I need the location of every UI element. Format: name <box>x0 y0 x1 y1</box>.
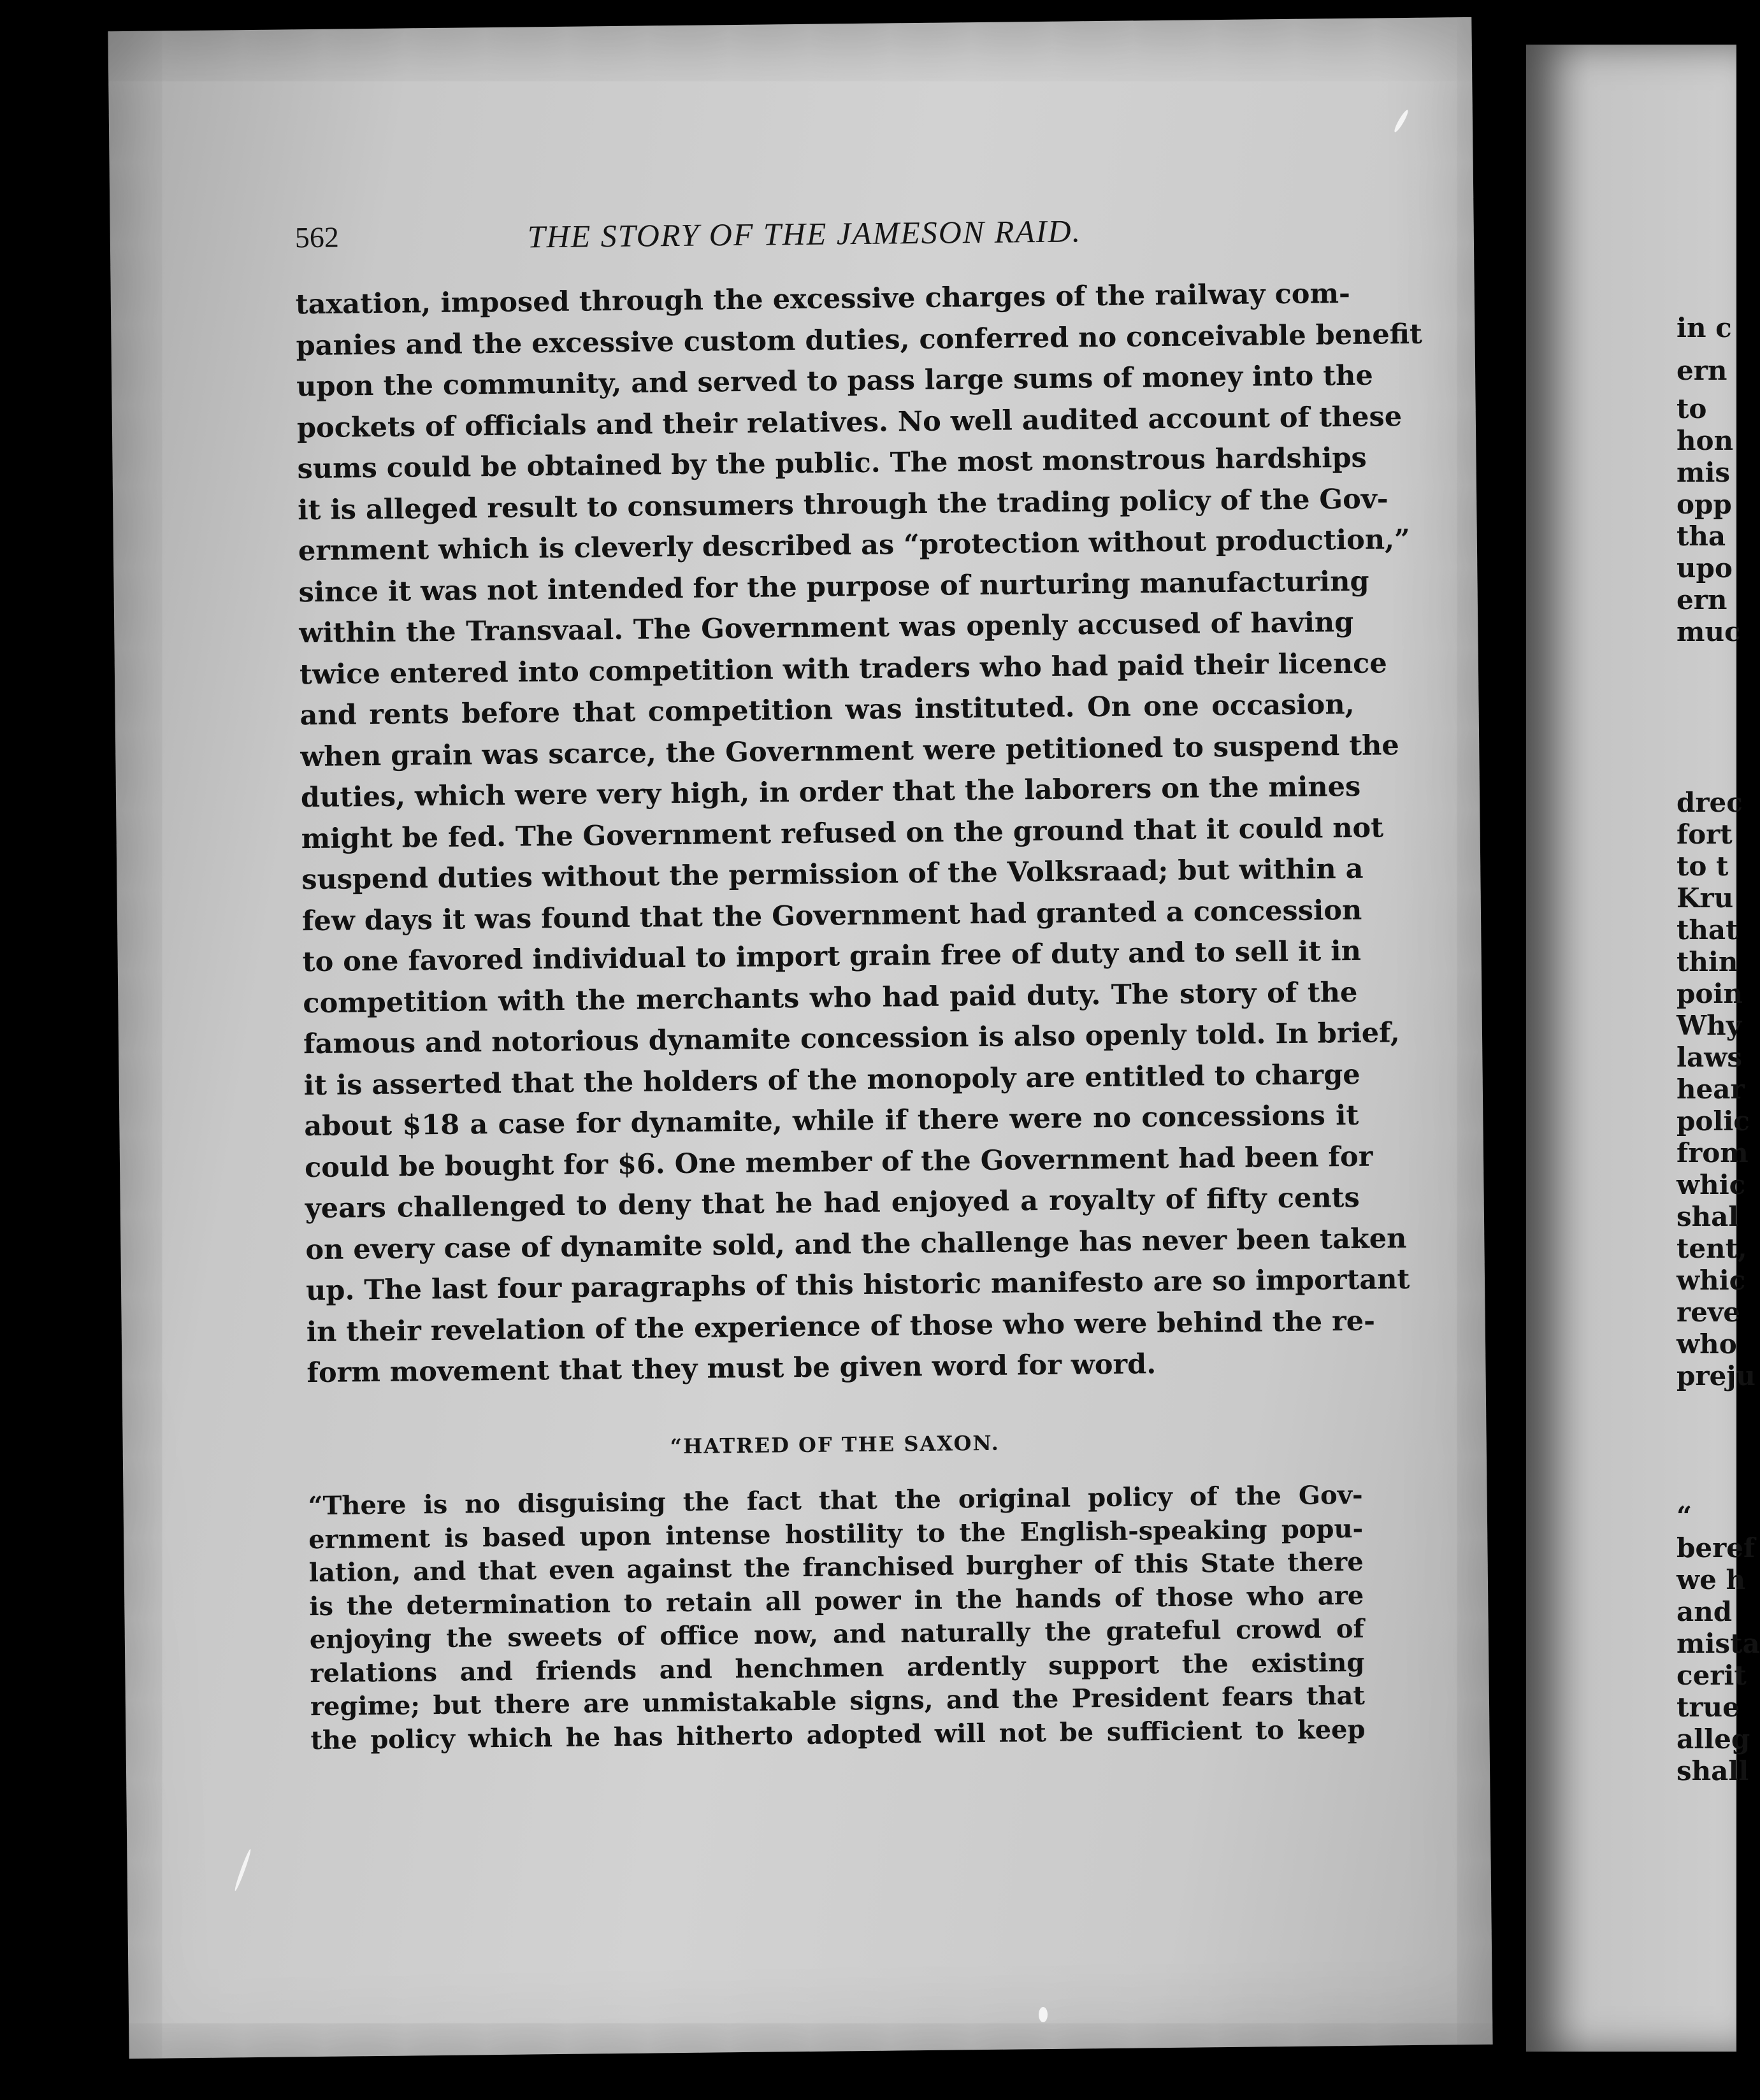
text-line: ernment which is cleverly described as “protection without production,” <box>298 523 1411 568</box>
text-line: up. The last four paragraphs of this historic manifesto are so important <box>305 1263 1410 1307</box>
text-line: few days it was found that the Government had granted a concession <box>301 894 1362 937</box>
adjacent-text-fragment: whic <box>1677 1265 1746 1296</box>
adjacent-text-fragment: Why <box>1677 1010 1742 1041</box>
page-header <box>295 208 1443 271</box>
adjacent-text-fragment: hear <box>1677 1074 1745 1105</box>
adjacent-text-fragment: ern <box>1677 584 1728 615</box>
adjacent-text-fragment: alleg <box>1677 1723 1750 1755</box>
scanned-page <box>108 17 1492 2059</box>
text-line: lation, and that even against the franchised burgher of this State there <box>308 1546 1364 1588</box>
adjacent-text-fragment: to <box>1677 393 1707 424</box>
text-line: to one favored individual to import grain free of duty and to sell it in <box>302 935 1362 979</box>
adjacent-text-fragment: mista <box>1677 1628 1760 1659</box>
adjacent-text-fragment: “ <box>1677 1500 1692 1532</box>
body-paragraph <box>295 273 1423 1394</box>
adjacent-text-fragment: ern <box>1677 355 1728 386</box>
adjacent-text-fragment: hon <box>1677 425 1734 456</box>
adjacent-text-fragment: shall <box>1677 1755 1749 1787</box>
text-line: enjoying the sweets of office now, and naturally the grateful crowd of <box>309 1613 1365 1655</box>
adjacent-text-fragment: and <box>1677 1596 1733 1627</box>
adjacent-text-fragment: upo <box>1677 552 1733 584</box>
running-head: THE STORY OF THE JAMESON RAID. <box>527 213 1082 255</box>
text-line: form movement that they must be given word for word. <box>307 1348 1157 1390</box>
text-line: taxation, imposed through the excessive charges of the railway com- <box>295 277 1351 321</box>
text-line: in their revelation of the experience of those who were behind the re- <box>306 1305 1376 1348</box>
text-line: the policy which he has hitherto adopted will not be sufficient to keep <box>310 1714 1366 1755</box>
text-line: upon the community, and served to pass large sums of money into the <box>296 359 1374 403</box>
text-line: duties, which were very high, in order that the laborers on the mines <box>300 770 1361 814</box>
adjacent-text-fragment: cerit <box>1677 1660 1747 1691</box>
text-line: years challenged to deny that he had enjoyed a royalty of fifty cents <box>305 1181 1360 1225</box>
text-line: it is asserted that the holders of the monopoly are entitled to charge <box>303 1058 1360 1102</box>
section-heading: “HATRED OF THE SAXON. <box>670 1430 1000 1459</box>
adjacent-text-fragment: in c <box>1677 312 1732 343</box>
text-line: twice entered into competition with traders who had paid their licence <box>299 647 1387 691</box>
adjacent-text-fragment: opp <box>1677 489 1732 520</box>
adjacent-text-fragment: mis <box>1677 457 1731 488</box>
text-line: panies and the excessive custom duties, conferred no conceivable benefit <box>296 318 1423 362</box>
page-number: 562 <box>294 220 340 254</box>
text-line: relations and friends and henchmen ardently support the existing <box>310 1647 1365 1688</box>
text-line: competition with the merchants who had paid duty. The story of the <box>303 976 1358 1019</box>
adjacent-text-fragment: drec <box>1677 787 1743 818</box>
adjacent-text-fragment: polic <box>1677 1105 1750 1137</box>
text-line: and rents before that competition was instituted. On one occasion, <box>299 688 1355 732</box>
adjacent-page-fragment <box>1526 45 1760 2052</box>
adjacent-text-fragment: muc <box>1677 616 1741 647</box>
adjacent-text-fragment: shal <box>1677 1201 1739 1232</box>
adjacent-text-fragment: tent, <box>1677 1233 1747 1264</box>
text-line: could be bought for $6. One member of the Government had been for <box>304 1140 1373 1184</box>
text-line: might be fed. The Government refused on the ground that it could not <box>301 811 1384 855</box>
adjacent-text-fragment: true <box>1677 1692 1740 1723</box>
adjacent-text-fragment: laws <box>1677 1042 1742 1073</box>
text-line: on every case of dynamite sold, and the challenge has never been taken <box>305 1222 1407 1266</box>
text-line: about $18 a case for dynamite, while if there were no concessions it <box>304 1099 1359 1143</box>
adjacent-text-fragment: who <box>1677 1328 1737 1360</box>
adjacent-text-fragment: Kru <box>1677 882 1734 914</box>
adjacent-text-fragment: tha <box>1677 521 1726 552</box>
text-line: “There is no disguising the fact that the original policy of the Gov- <box>308 1479 1363 1521</box>
adjacent-text-fragment: that <box>1677 914 1738 946</box>
quoted-manifesto-paragraph <box>308 1479 1365 1757</box>
adjacent-text-fragment: beref <box>1677 1532 1756 1564</box>
adjacent-text-fragment: thin <box>1677 946 1738 977</box>
text-line: sums could be obtained by the public. The most monstrous hardships <box>297 442 1367 485</box>
adjacent-text-fragment: preju <box>1677 1360 1756 1392</box>
adjacent-text-fragment: we h <box>1677 1564 1746 1595</box>
text-line: is the determination to retain all power in the hands of those who are <box>309 1580 1364 1622</box>
text-line: since it was not intended for the purpose of nurturing manufacturing <box>298 565 1369 608</box>
text-line: famous and notorious dynamite concession is also openly told. In brief, <box>303 1017 1400 1061</box>
adjacent-text-fragment: fort <box>1677 819 1733 850</box>
adjacent-text-fragment: from <box>1677 1137 1749 1169</box>
text-line: ernment is based upon intense hostility to the English-speaking popu- <box>308 1513 1364 1555</box>
text-line: suspend duties without the permission of the Volksraad; but within a <box>301 852 1364 896</box>
text-line: pockets of officials and their relatives. No well audited account of these <box>296 400 1403 444</box>
adjacent-text-fragment: reve <box>1677 1297 1740 1328</box>
adjacent-text-fragment: whic <box>1677 1169 1746 1200</box>
text-line: within the Transvaal. The Government was openly accused of having <box>299 606 1354 650</box>
text-line: when grain was scarce, the Government were petitioned to suspend the <box>300 729 1399 773</box>
adjacent-text-fragment: poin <box>1677 978 1743 1009</box>
text-line: it is alleged result to consumers through the trading policy of the Gov- <box>298 482 1389 526</box>
scan-speck <box>1039 2007 1048 2022</box>
text-line: regime; but there are unmistakable signs, and the President fears that <box>310 1680 1366 1722</box>
adjacent-text-fragment: to t <box>1677 851 1729 882</box>
